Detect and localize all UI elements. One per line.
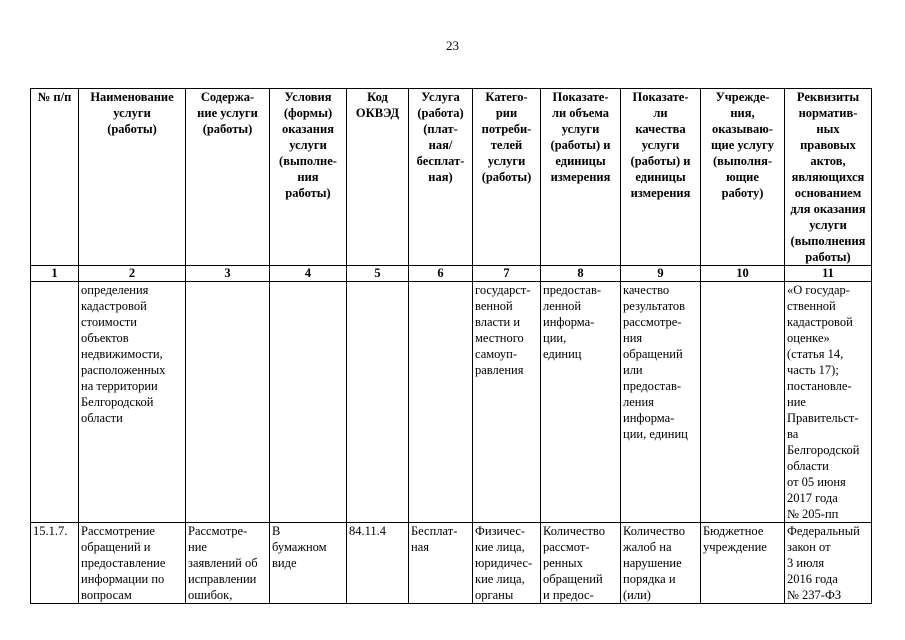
table-cell: Бюджетное учреждение	[701, 523, 785, 604]
column-number: 11	[785, 266, 872, 282]
table-cell: предостав- ленной информа- ции, единиц	[541, 282, 621, 523]
header-okved: Код ОКВЭД	[347, 89, 409, 266]
table-cell: 84.11.4	[347, 523, 409, 604]
table-cell	[347, 282, 409, 523]
table-cell: Рассмотрение обращений и предоставление информации по вопросам	[79, 523, 186, 604]
table-cell: государст- венной власти и местного самоуп- равления	[473, 282, 541, 523]
column-number: 1	[31, 266, 79, 282]
column-number: 5	[347, 266, 409, 282]
header-number: № п/п	[31, 89, 79, 266]
table-cell: качество результатов рассмотре- ния обращений или предостав- ления информа- ции, единиц	[621, 282, 701, 523]
column-number: 7	[473, 266, 541, 282]
table-cell	[409, 282, 473, 523]
column-number: 8	[541, 266, 621, 282]
column-number: 6	[409, 266, 473, 282]
table-cell: Количество рассмот- ренных обращений и предос-	[541, 523, 621, 604]
table-cell: определения кадастровой стоимости объектов недвижимости, расположенных на территории Белгородской области	[79, 282, 186, 523]
header-row	[31, 89, 872, 266]
page-number: 23	[446, 38, 459, 53]
header-conditions: Условия (формы) оказания услуги (выполне- ния работы)	[270, 89, 347, 266]
header-paid-free: Услуга (работа) (плат- ная/ бесплат- ная)	[409, 89, 473, 266]
header-quality-indicators: Показате- ли качества услуги (работы) и единицы измерения	[621, 89, 701, 266]
header-consumers: Катего- рии потреби- телей услуги (работы)	[473, 89, 541, 266]
table-cell: Федеральный закон от 3 июля 2016 года № 237-ФЗ	[785, 523, 872, 604]
column-number: 2	[79, 266, 186, 282]
header-institutions: Учрежде- ния, оказываю- щие услугу (выполня- ющие работу)	[701, 89, 785, 266]
table-cell: В бумажном виде	[270, 523, 347, 604]
table-cell	[31, 282, 79, 523]
header-service-name: Наименование услуги (работы)	[79, 89, 186, 266]
header-service-content: Содержа- ние услуги (работы)	[186, 89, 270, 266]
column-number: 3	[186, 266, 270, 282]
column-number-row	[31, 266, 872, 282]
table-cell	[270, 282, 347, 523]
table-cell: «О государ- ственной кадастровой оценке» (статья 14, часть 17); постановле- ние Правительст- ва Белгородской области от 05 июня 2017 года № 205-пп	[785, 282, 872, 523]
table-row	[31, 282, 872, 523]
services-table	[30, 88, 872, 604]
table-cell	[186, 282, 270, 523]
column-number: 4	[270, 266, 347, 282]
header-legal-acts: Реквизиты норматив- ных правовых актов, являющихся основанием для оказания услуги (выполнения работы)	[785, 89, 872, 266]
table-row	[31, 523, 872, 604]
column-number: 9	[621, 266, 701, 282]
table-cell: Количество жалоб на нарушение порядка и (или)	[621, 523, 701, 604]
column-number: 10	[701, 266, 785, 282]
table-cell	[701, 282, 785, 523]
header-volume-indicators: Показате- ли объема услуги (работы) и единицы измерения	[541, 89, 621, 266]
table-cell: Рассмотре- ние заявлений об исправлении ошибок,	[186, 523, 270, 604]
table-cell: Физичес- кие лица, юридичес- кие лица, органы	[473, 523, 541, 604]
table-cell: Бесплат- ная	[409, 523, 473, 604]
table-cell: 15.1.7.	[31, 523, 79, 604]
